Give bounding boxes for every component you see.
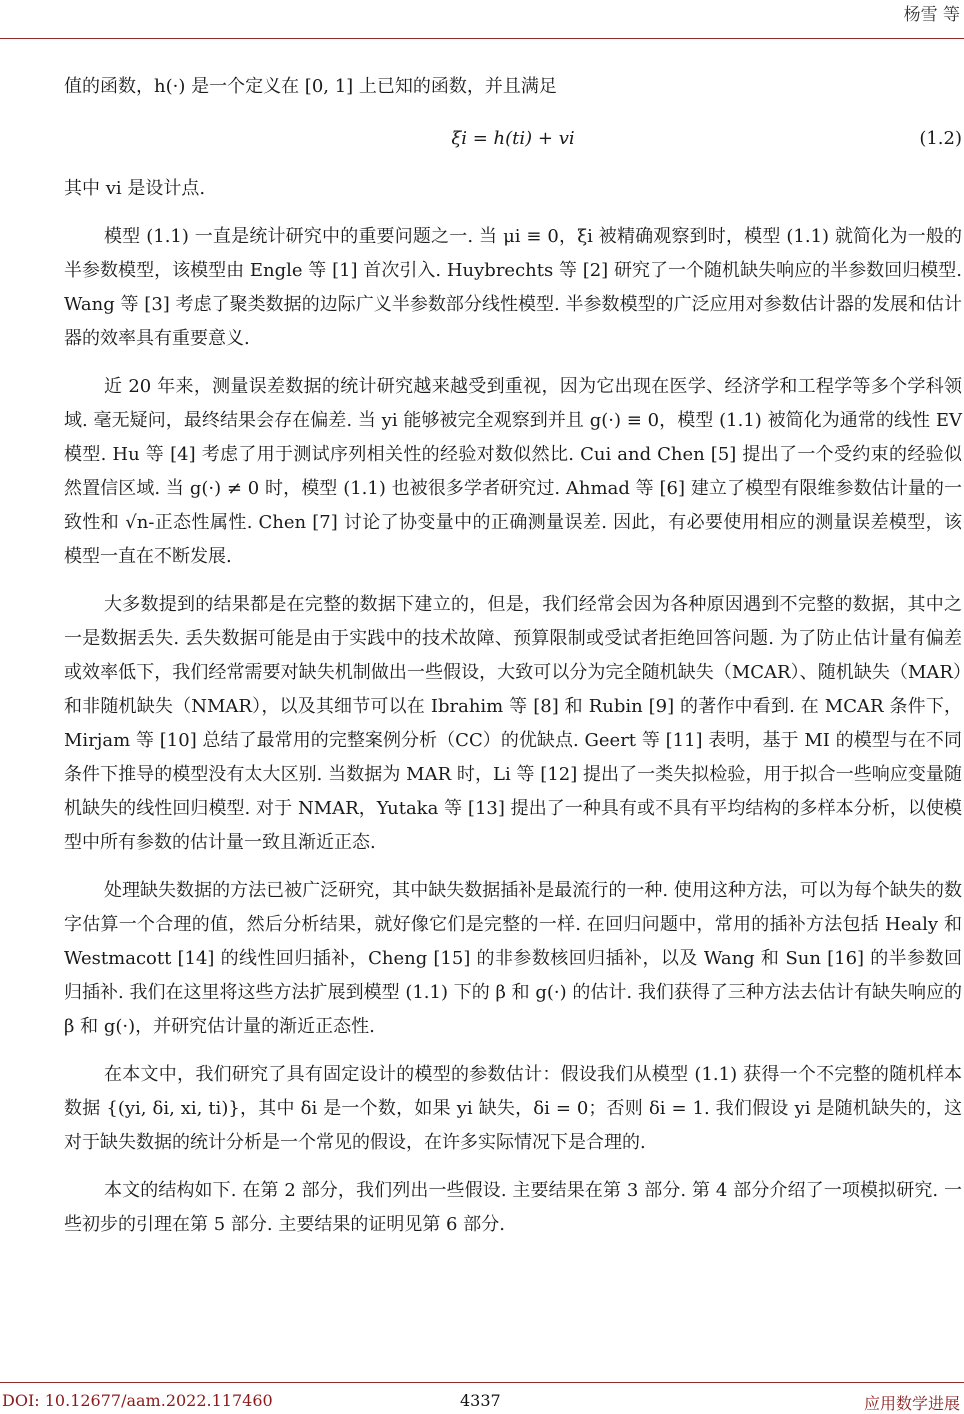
footer-divider xyxy=(0,1382,964,1383)
equation-1-2 xyxy=(64,118,962,158)
page-body xyxy=(64,70,962,1256)
equation-number: (1.2) xyxy=(919,128,962,149)
paragraph-this-paper: 在本文中，我们研究了具有固定设计的模型的参数估计：假设我们从模型 (1.1) 获得一个不完整的随机样本数据 {(yi, δi, xi, ti)}，其中 δi 是一个数，如果 yi 缺失，δi = 0；否则 δi = 1. 我们假设 yi 是随机缺失的，这对于缺失数据的统计分析是一个常见的假设，在许多实际情况下是合理的. xyxy=(64,1064,962,1153)
equation-body: ξi = h(ti) + vi xyxy=(451,128,575,149)
running-header-author: 杨雪 等 xyxy=(903,5,960,25)
paragraph-structure: 本文的结构如下. 在第 2 部分，我们列出一些假设. 主要结果在第 3 部分. 第 4 部分介绍了一项模拟研究. 一些初步的引理在第 5 部分. 主要结果的证明见第 6 部分. xyxy=(64,1180,962,1235)
paragraph-model-background: 模型 (1.1) 一直是统计研究中的重要问题之一. 当 μi ≡ 0，ξi 被精确观察到时，模型 (1.1) 就简化为一般的半参数模型，该模型由 Engle 等 [1] 首次引入. Huybrechts 等 [2] 研究了一个随机缺失响应的半参数回归模型. Wang 等 [3] 考虑了聚类数据的边际广义半参数部分线性模型. 半参数模型的广泛应用对参数估计器的发展和估计器的效率具有重要意义. xyxy=(64,226,962,349)
journal-name: 应用数学进展 xyxy=(863,1394,960,1413)
paragraph-intro: 值的函数，h(·) 是一个定义在 [0, 1] 上已知的函数，并且满足 xyxy=(64,76,557,97)
footer-doi-link[interactable]: DOI: 10.12677/aam.2022.117460 xyxy=(2,1391,273,1410)
paragraph-design-points: 其中 vi 是设计点. xyxy=(64,178,206,199)
paragraph-measurement-error: 近 20 年来，测量误差数据的统计研究越来越受到重视，因为它出现在医学、经济学和工程学等多个学科领域. 毫无疑问，最终结果会存在偏差. 当 yi 能够被完全观察到并且 g(·) ≡ 0，模型 (1.1) 被简化为通常的线性 EV 模型. Hu 等 [4] 考虑了用于测试序列相关性的经验对数似然比. Cui and Chen [5] 提出了一个受约束的经验似然置信区域. 当 g(·) ≠ 0 时，模型 (1.1) 也被很多学者研究过. Ahmad 等 [6] 建立了模型有限维参数估计量的一致性和 √n-正态性属性. Chen [7] 讨论了协变量中的正确测量误差. 因此，有必要使用相应的测量误差模型，该模型一直在不断发展. xyxy=(64,376,962,567)
paragraph-imputation: 处理缺失数据的方法已被广泛研究，其中缺失数据插补是最流行的一种. 使用这种方法，可以为每个缺失的数字估算一个合理的值，然后分析结果，就好像它们是完整的一样. 在回归问题中，常用的插补方法包括 Healy 和 Westmacott [14] 的线性回归插补，Cheng [15] 的非参数核回归插补，以及 Wang 和 Sun [16] 的半参数回归插补. 我们在这里将这些方法扩展到模型 (1.1) 下的 β 和 g(·) 的估计. 我们获得了三种方法去估计有缺失响应的 β 和 g(·)，并研究估计量的渐近正态性. xyxy=(64,880,962,1037)
paragraph-missing-data: 大多数提到的结果都是在完整的数据下建立的，但是，我们经常会因为各种原因遇到不完整的数据，其中之一是数据丢失. 丢失数据可能是由于实践中的技术故障、预算限制或受试者拒绝回答问题. 为了防止估计量有偏差或效率低下，我们经常需要对缺失机制做出一些假设，大致可以分为完全随机缺失（MCAR）、随机缺失（MAR）和非随机缺失（NMAR），以及其细节可以在 Ibrahim 等 [8] 和 Rubin [9] 的著作中看到. 在 MCAR 条件下，Mirjam 等 [10] 总结了最常用的完整案例分析（CC）的优缺点. Geert 等 [11] 表明，基于 MI 的模型与在不同条件下推导的模型没有太大区别. 当数据为 MAR 时，Li 等 [12] 提出了一类失拟检验，用于拟合一些响应变量随机缺失的线性回归模型. 对于 NMAR，Yutaka 等 [13] 提出了一种具有或不具有平均结构的多样本分析，以使模型中所有参数的估计量一致且渐近正态. xyxy=(64,594,962,853)
page-number: 4337 xyxy=(460,1391,501,1410)
header-divider xyxy=(0,38,964,39)
